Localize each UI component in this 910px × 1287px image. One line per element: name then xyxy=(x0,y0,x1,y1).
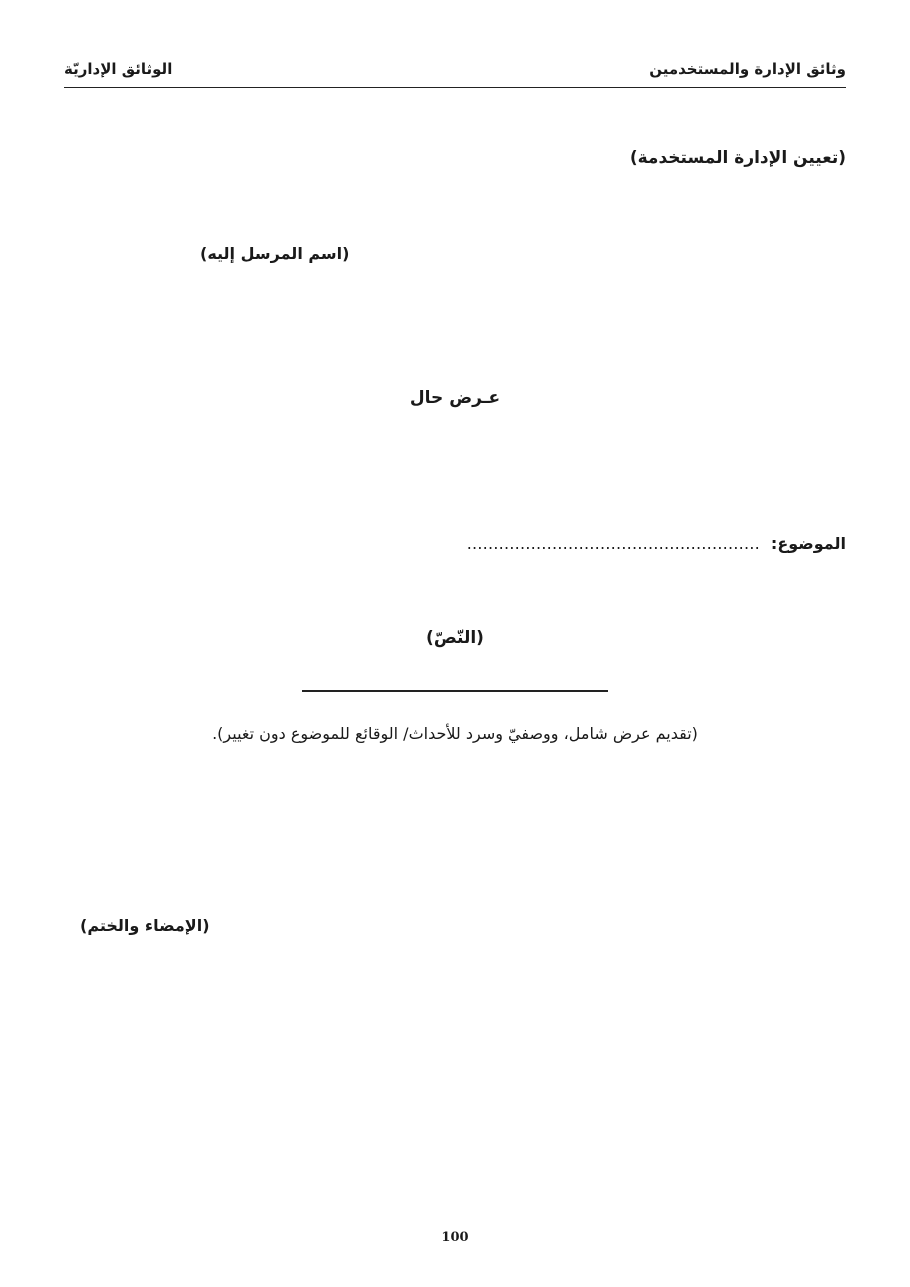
document-title-text: عـرض حال xyxy=(409,388,501,408)
signature-and-stamp: (الإمضاء والختم) xyxy=(80,916,210,935)
body-text-label: (النّصّ) xyxy=(426,628,484,648)
recipient-name: (اسم المرسل إليه) xyxy=(200,244,350,263)
body-text-description: (تقديم عرض شامل، ووصفيّ وسرد للأحداث/ الوقائع للموضوع دون تغيير). xyxy=(212,724,698,743)
page-number: 100 xyxy=(441,1230,469,1245)
header-section-title: وثائق الإدارة والمستخدمين xyxy=(649,60,846,78)
sender-administration: (تعيين الإدارة المستخدمة) xyxy=(629,148,846,168)
body-text-underline xyxy=(302,690,608,692)
subject-placeholder: ………………………………………………. xyxy=(466,534,760,553)
header-divider xyxy=(64,87,846,88)
subject-line xyxy=(467,534,846,553)
document-title xyxy=(0,388,910,408)
subject-label: الموضوع: xyxy=(770,534,846,553)
header-book-title: الوثائق الإداريّة xyxy=(64,60,173,78)
